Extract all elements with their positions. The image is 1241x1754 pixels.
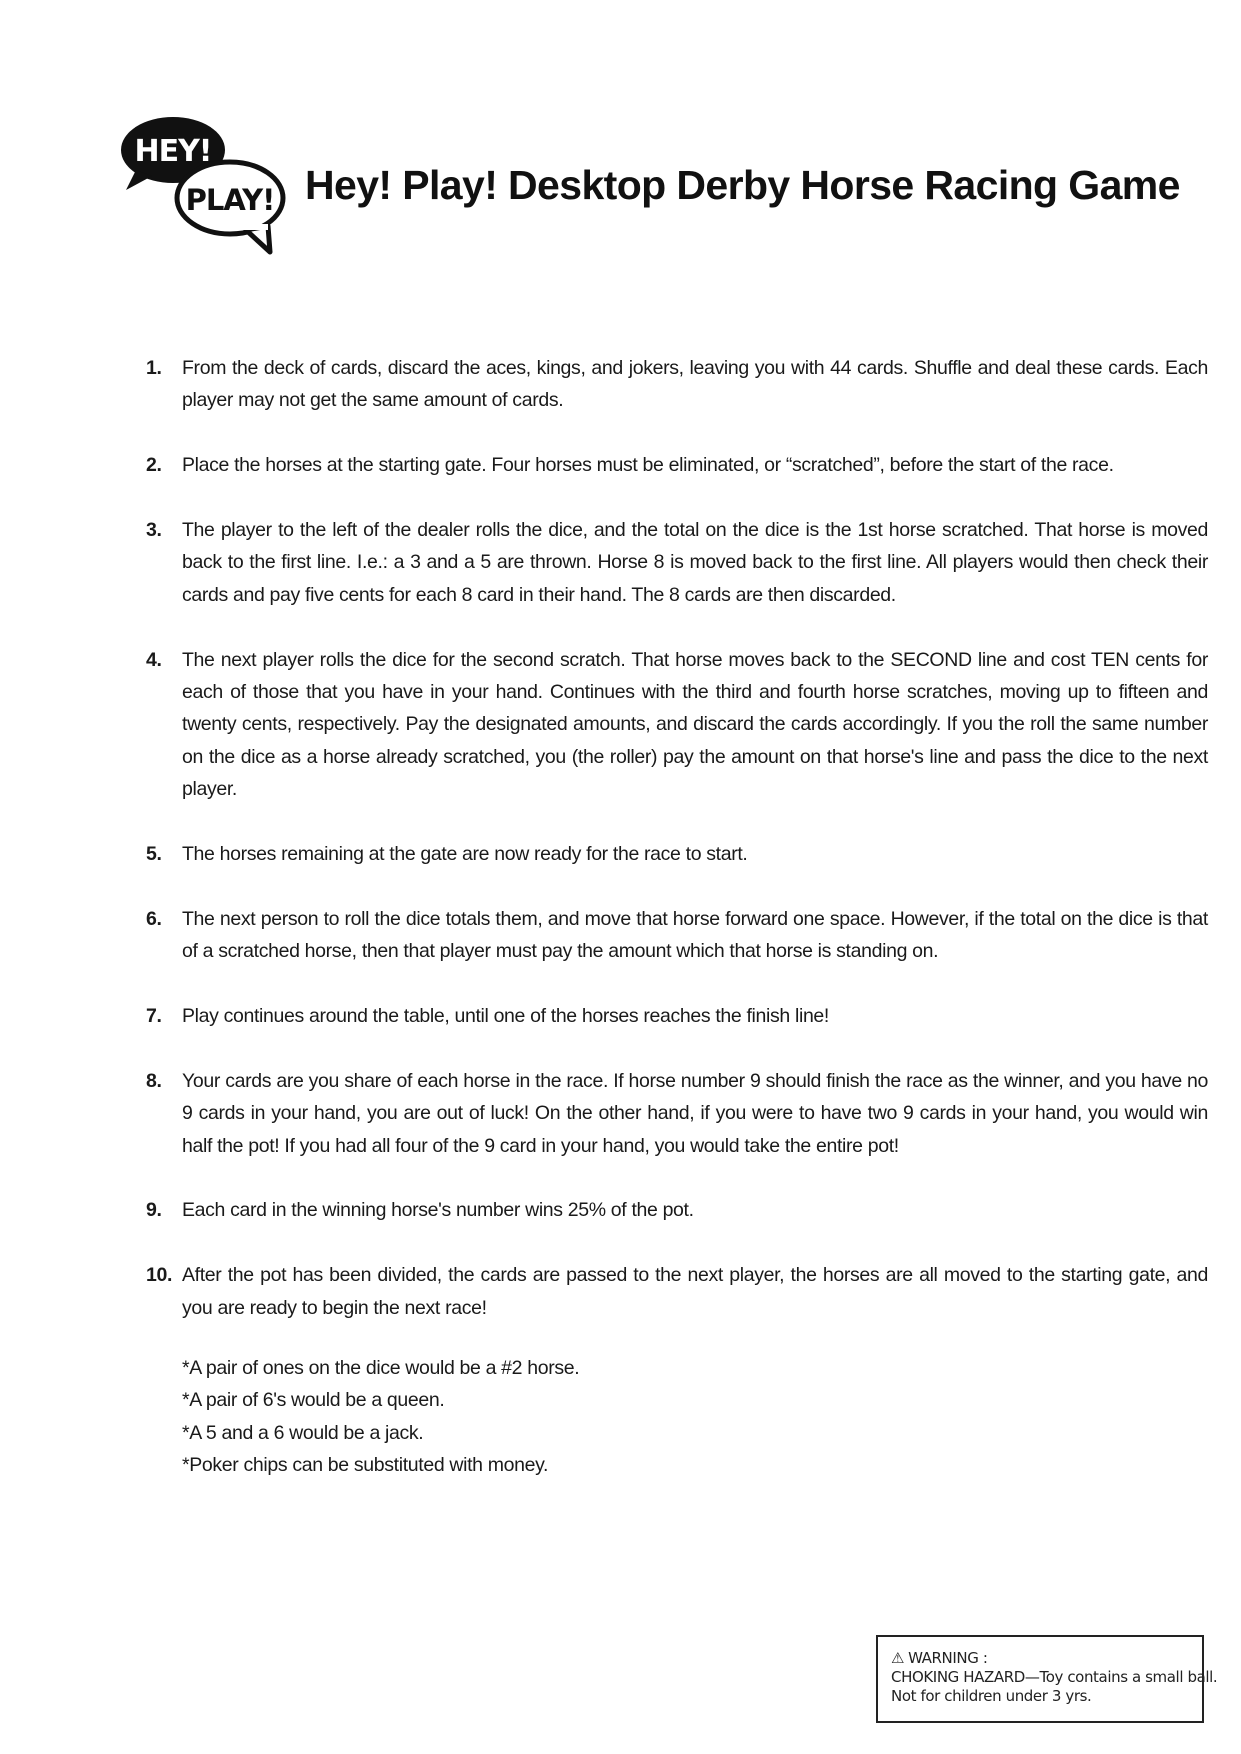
rule-text: Place the horses at the starting gate. Four horses must be eliminated, or “scratched”, before the start of the race. — [182, 454, 1114, 477]
rule-text: After the pot has been divided, the cards are passed to the next player, the horses are all moved to the starting gate, and you are ready to begin the next race! — [182, 1264, 1208, 1319]
footnotes — [182, 1352, 579, 1482]
warning-line-1: CHOKING HAZARD—Toy contains a small ball. — [891, 1668, 1218, 1686]
rule-number: 2. — [146, 454, 162, 477]
rule-item — [146, 903, 1208, 968]
rule-text: The player to the left of the dealer rolls the dice, and the total on the dice is the 1st horse scratched. That horse is moved back to the first line. I.e.: a 3 and a 5 are thrown. Horse 8 is moved back to the first line. All players would then check their cards and pay five cents for each 8 card in their hand. The 8 cards are then discarded. — [182, 519, 1208, 606]
rule-number: 4. — [146, 648, 162, 671]
warning-heading: WARNING : — [908, 1649, 988, 1667]
rule-item — [146, 449, 1208, 481]
rule-text: From the deck of cards, discard the aces, kings, and jokers, leaving you with 44 cards. Shuffle and deal these cards. Each player may not get the same amount of cards. — [182, 357, 1208, 412]
play-speech-bubble-icon — [177, 162, 283, 252]
rule-text: Your cards are you share of each horse in the race. If horse number 9 should finish the race as the winner, and you have no 9 cards in your hand, you are out of luck! On the other hand, if you were to have two 9 cards in your hand, you would win half the pot! If you had all four of the 9 card in your hand, you would take the entire pot! — [182, 1069, 1208, 1157]
hey-play-logo — [118, 114, 288, 260]
warning-heading-line — [891, 1649, 1202, 1668]
rule-number: 8. — [146, 1069, 162, 1092]
rule-item — [146, 1000, 1208, 1032]
rule-number: 1. — [146, 357, 162, 379]
rule-number: 10. — [146, 1264, 173, 1287]
rule-item — [146, 1065, 1208, 1162]
rules-list — [146, 352, 1208, 1356]
rule-number: 7. — [146, 1005, 162, 1028]
rule-item — [146, 644, 1208, 806]
rule-number: 5. — [146, 843, 162, 866]
choking-hazard-warning — [876, 1635, 1218, 1723]
rule-item — [146, 1259, 1208, 1324]
rule-number: 3. — [146, 519, 162, 541]
warning-triangle-icon: ⚠ — [891, 1649, 905, 1667]
warning-line-2: Not for children under 3 yrs. — [891, 1687, 1092, 1705]
footnote: *A pair of ones on the dice would be a #2 horse. — [182, 1357, 580, 1379]
rule-text: The next player rolls the dice for the second scratch. That horse moves back to the SECOND line and cost TEN cents for each of those that you have in your hand. Continues with the third and fourth horse scratches, moving up to fifteen and twenty cents, respectively. Pay the designated amounts, and discard the cards accordingly. If you the roll the same number on the dice as a horse already scratched, you (the roller) pay the amount on that horse's line and pass the dice to the next player. — [182, 648, 1208, 801]
rule-text: Each card in the winning horse's number wins 25% of the pot. — [182, 1199, 694, 1222]
logo-hey-text: HEY! — [134, 134, 212, 169]
rule-number: 6. — [146, 907, 162, 930]
page-title: Hey! Play! Desktop Derby Horse Racing Game — [305, 162, 1180, 208]
rule-item — [146, 1194, 1208, 1226]
rule-item — [146, 352, 1208, 417]
rule-text: The horses remaining at the gate are now ready for the race to start. — [182, 843, 748, 866]
rule-text: Play continues around the table, until one of the horses reaches the finish line! — [182, 1005, 830, 1028]
footnote: *A pair of 6's would be a queen. — [182, 1389, 445, 1412]
footnote: *A 5 and a 6 would be a jack. — [182, 1421, 424, 1444]
rule-number: 9. — [146, 1199, 162, 1222]
footnote: *Poker chips can be substituted with money. — [182, 1454, 549, 1477]
rule-item — [146, 514, 1208, 611]
logo-play-text: PLAY! — [185, 183, 275, 217]
rule-item — [146, 838, 1208, 870]
rule-text: The next person to roll the dice totals them, and move that horse forward one space. However, if the total on the dice is that of a scratched horse, then that player must pay the amount which that horse is standing on. — [182, 907, 1208, 963]
